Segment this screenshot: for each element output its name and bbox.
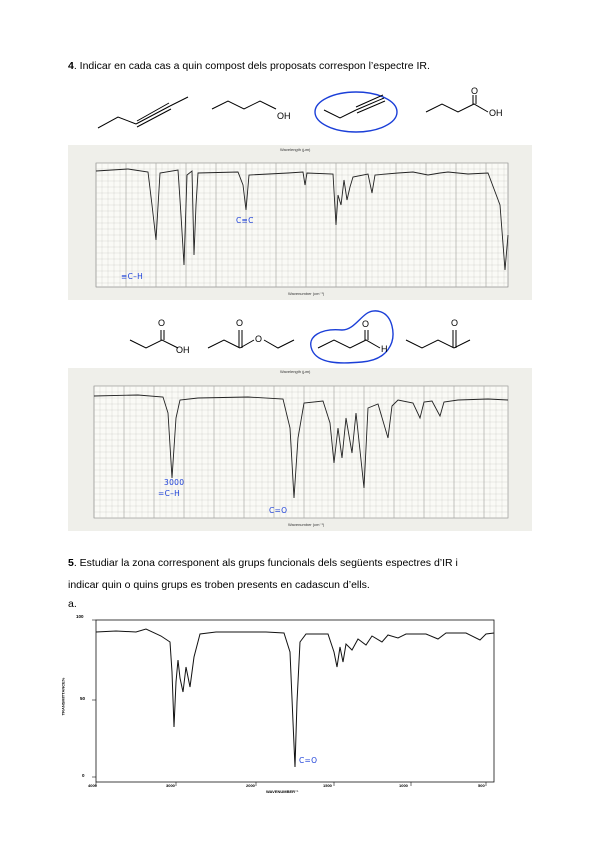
bottom-axis-label: Wavenumber (cm⁻¹) xyxy=(288,522,325,527)
question-text: . Indicar en cada cas a quin compost dels proposats correspon l’espectre IR. xyxy=(73,60,430,72)
top-axis-label: Wavelength (μm) xyxy=(280,147,311,152)
y-tick-100: 100 xyxy=(76,614,84,619)
ir-spectrum-3 xyxy=(60,612,502,797)
annotation-ch: ≡C–H xyxy=(121,272,144,281)
annotation-alkyne: C≡C xyxy=(236,216,254,225)
question-text: . Estudiar la zona corresponent als grups funcionals dels següents espectres d’IR i xyxy=(73,557,458,569)
atom-label-oh: OH xyxy=(176,345,190,355)
atom-label-oh: OH xyxy=(277,111,291,121)
atom-label-o: O xyxy=(158,318,166,328)
atom-label-o: O xyxy=(451,318,459,328)
molecule-2-pentanone xyxy=(404,318,479,360)
question-5-sub-label: a. xyxy=(68,598,77,610)
question-number: 5 xyxy=(68,557,74,569)
y-tick-50: 50 xyxy=(80,696,86,701)
y-axis-label: TRANSMITTANCE% xyxy=(60,677,66,716)
top-axis-label: Wavelength (μm) xyxy=(280,369,311,374)
molecule-butanal xyxy=(304,308,399,368)
atom-label-oh: OH xyxy=(489,108,503,118)
atom-label-o: O xyxy=(236,318,244,328)
atom-label-o: O xyxy=(471,86,479,96)
x-tick-2000: 2000 xyxy=(246,783,255,788)
y-tick-0: 0 xyxy=(82,773,85,778)
x-tick-3000: 3000 xyxy=(166,783,175,788)
molecule-1-butanol xyxy=(210,98,295,128)
annotation-carbonyl: C=O xyxy=(299,756,318,765)
molecule-butanoic-acid xyxy=(424,86,514,126)
x-tick-1000: 1000 xyxy=(399,783,408,788)
bottom-axis-label: Wavenumber (cm⁻¹) xyxy=(288,291,325,296)
molecule-2-pentyne xyxy=(96,92,191,132)
molecule-propanoic-acid xyxy=(128,318,198,360)
annotation-carbonyl: C=O xyxy=(269,506,288,515)
x-axis-label: WAVENUMBER⁻¹ xyxy=(266,789,299,794)
question-5-line-2: indicar quin o quins grups es troben presents en cadascun d’ells. xyxy=(68,579,370,591)
x-tick-1500: 1500 xyxy=(323,783,332,788)
question-5-line-1 xyxy=(68,557,458,569)
molecule-1-pentyne xyxy=(312,88,402,138)
x-tick-4000: 4000 xyxy=(88,783,97,788)
selection-circle xyxy=(311,311,393,363)
atom-label-h: H xyxy=(381,344,388,354)
question-number: 4 xyxy=(68,60,74,72)
ir-spectrum-2 xyxy=(68,368,532,531)
molecule-ethyl-propanoate xyxy=(206,318,301,360)
annotation-3000: 3000 xyxy=(164,478,185,487)
atom-label-ester-o: O xyxy=(255,334,263,344)
annotation-ch: =C–H xyxy=(158,489,181,498)
atom-label-o: O xyxy=(362,319,370,329)
x-tick-500: 500 xyxy=(478,783,485,788)
question-4-title xyxy=(68,60,430,72)
